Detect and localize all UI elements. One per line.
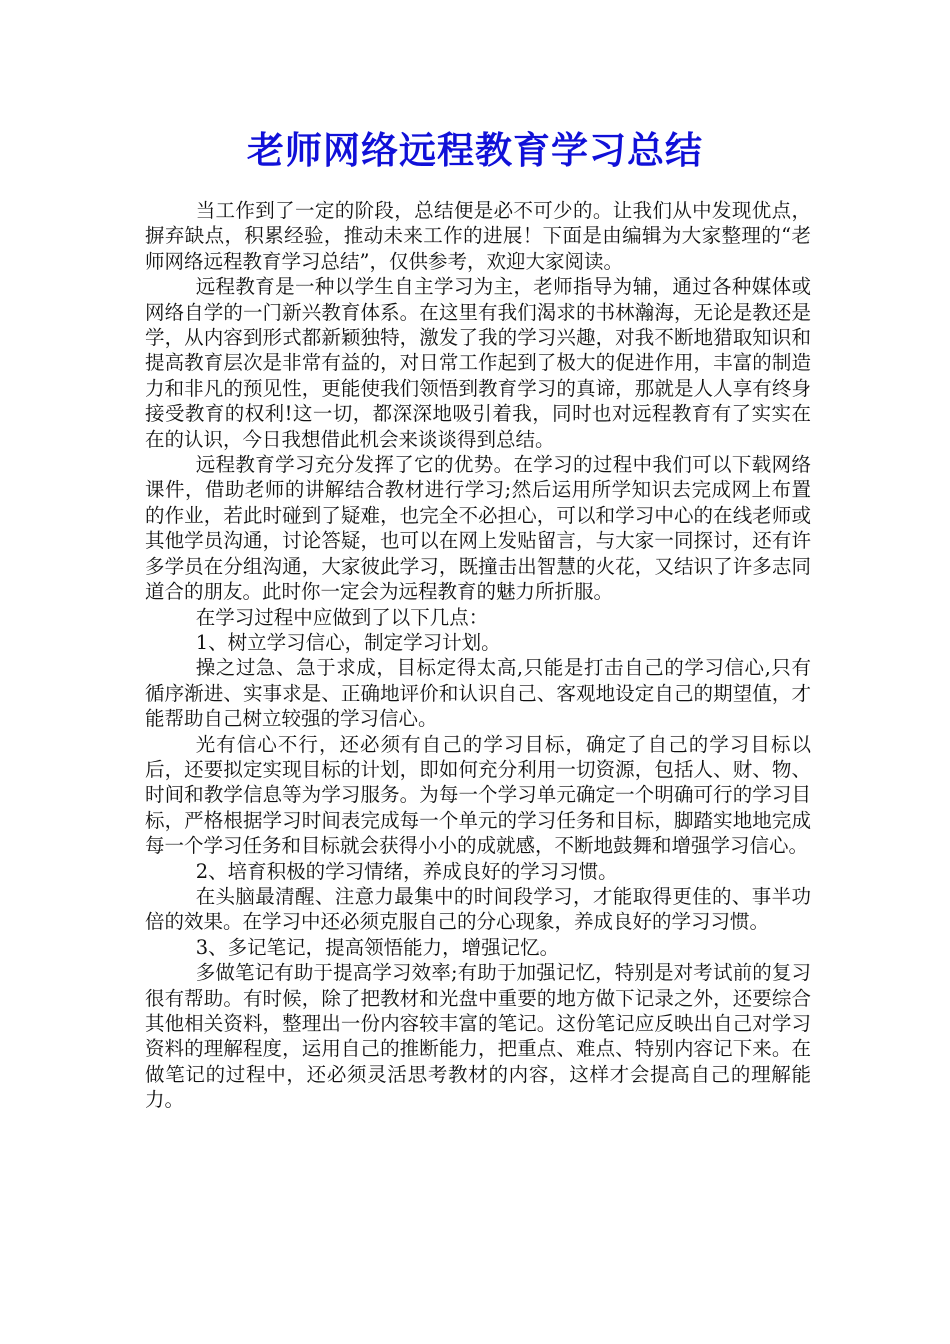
paragraph-heading-2: 2、培育积极的学习情绪，养成良好的学习习惯。 [195,859,618,883]
paragraph-heading-1: 1、树立学习信心，制定学习计划。 [195,630,501,654]
document-body [145,198,811,1113]
paragraph-notes: 多做笔记有助于提高学习效率;有助于加强记忆，特别是对考试前的复习很有帮助。有时候，除了把教材和光盘中重要的地方做下记录之外，还要综合其他相关资料，整理出一份内容较丰富的笔记。这份笔记应反映出自己对学习资料的理解程度，运用自己的推断能力，把重点、难点、特别内容记下来。在做笔记的过程中，还必须灵活思考教材的内容，这样才会提高自己的理解能力。 [145,961,811,1112]
paragraph-goals: 光有信心不行，还必须有自己的学习目标，确定了自己的学习目标以后，还要拟定实现目标的计划，即如何充分利用一切资源，包括人、财、物、时间和教学信息等为学习服务。为每一个学习单元确定一个明确可行的学习目标，严格根据学习时间表完成每一个单元的学习任务和目标，脚踏实地地完成每一个学习任务和目标就会获得小小的成就感，不断地鼓舞和增强学习信心。 [145,732,811,858]
paragraph-habits: 在头脑最清醒、注意力最集中的时间段学习，才能取得更佳的、事半功倍的效果。在学习中还必须克服自己的分心现象，养成良好的学习习惯。 [145,884,811,934]
paragraph-heading-3: 3、多记笔记，提高领悟能力，增强记忆。 [195,935,560,959]
paragraph-points-intro: 在学习过程中应做到了以下几点： [195,605,489,629]
paragraph-intro: 当工作到了一定的阶段，总结便是必不可少的。让我们从中发现优点，摒弃缺点，积累经验，推动未来工作的进展！下面是由编辑为大家整理的“老师网络远程教育学习总结”，仅供参考，欢迎大家阅读。 [145,199,811,273]
paragraph-advantages: 远程教育学习充分发挥了它的优势。在学习的过程中我们可以下载网络课件，借助老师的讲解结合教材进行学习;然后运用所学知识去完成网上布置的作业，若此时碰到了疑难，也完全不必担心，可以和学习中心的在线老师或其他学员沟通，讨论答疑，也可以在网上发贴留言，与大家一同探讨，还有许多学员在分组沟通，大家彼此学习，既撞击出智慧的火花，又结识了许多志同道合的朋友。此时你一定会为远程教育的魅力所折服。 [145,453,811,604]
paragraph-definition: 远程教育是一种以学生自主学习为主，老师指导为辅，通过各种媒体或网络自学的一门新兴教育体系。在这里有我们渴求的书林瀚海，无论是教还是学，从内容到形式都新颖独特，激发了我的学习兴趣，对我不断地猎取知识和提高教育层次是非常有益的，对日常工作起到了极大的促进作用，丰富的制造力和非凡的预见性，更能使我们领悟到教育学习的真谛，那就是人人享有终身接受教育的权利!这一切，都深深地吸引着我，同时也对远程教育有了实实在在的认识，今日我想借此机会来谈谈得到总结。 [145,275,811,451]
document-title: 老师网络远程教育学习总结 [247,128,703,172]
paragraph-confidence: 操之过急、急于求成，目标定得太高,只能是打击自己的学习信心,只有循序渐进、实事求是、正确地评价和认识自己、客观地设定自己的期望值，才能帮助自己树立较强的学习信心。 [145,656,811,731]
